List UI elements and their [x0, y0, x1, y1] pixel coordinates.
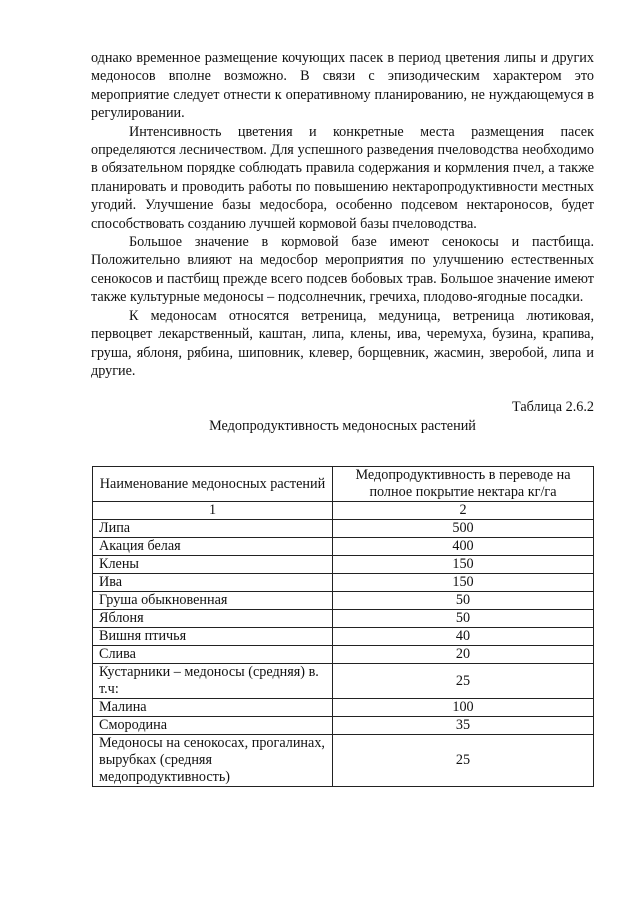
table-row — [93, 699, 594, 717]
plant-name: Яблоня — [93, 610, 333, 628]
paragraph-1: однако временное размещение кочующих пасек в период цветения липы и других медоносов вполне возможно. В связи с эпизодическим характером это мероприятие следует отнести к оперативному планированию, не нуждающемуся в регулировании. — [91, 50, 594, 122]
table-number: Таблица 2.6.2 — [512, 399, 594, 416]
paragraph-3: Большое значение в кормовой базе имеют сенокосы и пастбища. Положительно влияют на медосбор мероприятия по улучшению естественных сенокосов и пастбищ прежде всего подсев бобовых трав. Большое значение имеют также культурные медоносы – подсолнечник, гречиха, плодово-ягодные посадки. — [91, 234, 594, 306]
table-row — [93, 664, 594, 699]
productivity-value: 50 — [333, 592, 594, 610]
plant-name: Слива — [93, 646, 333, 664]
productivity-value: 150 — [333, 574, 594, 592]
table-row — [93, 717, 594, 735]
column-number-1: 1 — [93, 502, 333, 520]
productivity-value: 20 — [333, 646, 594, 664]
table-row — [93, 574, 594, 592]
table-row — [93, 520, 594, 538]
plant-name: Кустарники – медоносы (средняя) в. т.ч: — [93, 664, 333, 699]
table-row — [93, 538, 594, 556]
table-row — [93, 735, 594, 787]
table-row — [93, 556, 594, 574]
productivity-value: 35 — [333, 717, 594, 735]
productivity-value: 400 — [333, 538, 594, 556]
table-header-name: Наименование медоносных растений — [93, 467, 333, 502]
plant-name: Груша обыкновенная — [93, 592, 333, 610]
productivity-value: 50 — [333, 610, 594, 628]
table-title: Медопродуктивность медоносных растений — [209, 417, 476, 434]
productivity-value: 25 — [333, 664, 594, 699]
productivity-value: 40 — [333, 628, 594, 646]
plant-name: Малина — [93, 699, 333, 717]
plant-name: Акация белая — [93, 538, 333, 556]
paragraph-4: К медоносам относятся ветреница, медуница, ветреница лютиковая, первоцвет лекарственный, каштан, липа, клены, ива, черемуха, бузина, крапива, груша, яблоня, рябина, шиповник, клевер, борщевник, жасмин, зверобой, липа и другие. — [91, 307, 594, 379]
productivity-value: 100 — [333, 699, 594, 717]
plant-name: Ива — [93, 574, 333, 592]
plant-name: Клены — [93, 556, 333, 574]
document-page — [91, 49, 594, 435]
plant-name: Смородина — [93, 717, 333, 735]
plant-name: Медоносы на сенокосах, прогалинах, вырубках (средняя медопродуктивность) — [93, 735, 333, 787]
plant-name: Липа — [93, 520, 333, 538]
table-header-productivity: Медопродуктивность в переводе на полное покрытие нектара кг/га — [333, 467, 594, 502]
table-row — [93, 646, 594, 664]
table-row — [93, 592, 594, 610]
table-row — [93, 610, 594, 628]
plant-name: Вишня птичья — [93, 628, 333, 646]
honey-productivity-table — [92, 466, 594, 787]
table-row — [93, 628, 594, 646]
column-number-2: 2 — [333, 502, 594, 520]
productivity-value: 500 — [333, 520, 594, 538]
productivity-value: 150 — [333, 556, 594, 574]
paragraph-2: Интенсивность цветения и конкретные места размещения пасек определяются лесничеством. Для успешного разведения пчеловодства необходимо в обязательном порядке соблюдать правила содержания и кормления пчел, а также планировать и проводить работы по повышению нектаропродуктивности местных угодий. Улучшение базы медосбора, особенно подсевом нектароносов, будет способствовать созданию лучшей кормовой базы пчеловодства. — [91, 123, 594, 232]
productivity-value: 25 — [333, 735, 594, 787]
